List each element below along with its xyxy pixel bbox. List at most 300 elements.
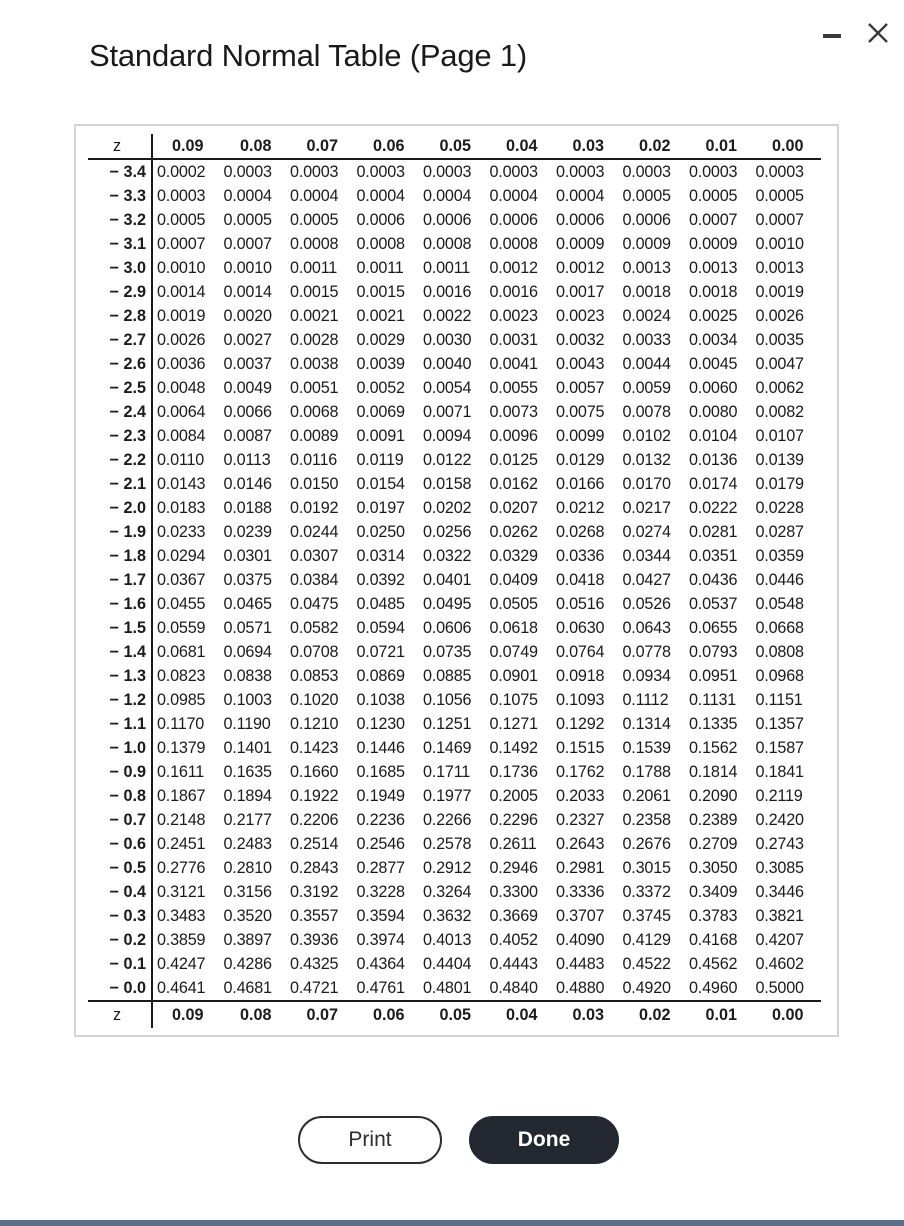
- probability-cell: 0.0003: [423, 163, 472, 181]
- probability-cell: 0.0004: [556, 187, 605, 205]
- z-value: − 3.3: [88, 184, 152, 208]
- probability-cell: 0.1210: [290, 715, 339, 733]
- column-header: 0.01: [688, 134, 755, 159]
- probability-cell: 0.0485: [356, 595, 405, 613]
- probability-cell: 0.0091: [356, 427, 405, 445]
- probability-cell: 0.3015: [622, 859, 671, 877]
- minimize-icon: [823, 34, 841, 38]
- close-button[interactable]: [862, 18, 894, 48]
- probability-cell: 0.0985: [157, 691, 206, 709]
- probability-cell: 0.0003: [622, 163, 671, 181]
- table-row: [88, 736, 821, 760]
- table-row: [88, 159, 821, 184]
- probability-cell: 0.0026: [157, 331, 206, 349]
- z-value: − 1.0: [88, 736, 152, 760]
- probability-cell: 0.0793: [689, 643, 738, 661]
- probability-cell: 0.0006: [556, 211, 605, 229]
- probability-cell: 0.2912: [423, 859, 472, 877]
- probability-cell: 0.0465: [223, 595, 272, 613]
- probability-cell: 0.0038: [290, 355, 339, 373]
- probability-cell: 0.0014: [223, 283, 272, 301]
- table-row: [88, 352, 821, 376]
- probability-cell: 0.0060: [689, 379, 738, 397]
- probability-cell: 0.0107: [755, 427, 804, 445]
- probability-cell: 0.0032: [556, 331, 605, 349]
- probability-cell: 0.0026: [755, 307, 804, 325]
- table-row: [88, 712, 821, 736]
- probability-cell: 0.4090: [556, 931, 605, 949]
- probability-cell: 0.0004: [290, 187, 339, 205]
- table-row: [88, 904, 821, 928]
- column-header: 0.05: [422, 134, 489, 159]
- probability-cell: 0.0025: [689, 307, 738, 325]
- probability-cell: 0.3821: [755, 907, 804, 925]
- probability-cell: 0.3783: [689, 907, 738, 925]
- probability-cell: 0.1762: [556, 763, 605, 781]
- probability-cell: 0.0125: [489, 451, 538, 469]
- probability-cell: 0.0009: [689, 235, 738, 253]
- probability-cell: 0.0778: [622, 643, 671, 661]
- probability-cell: 0.0618: [489, 619, 538, 637]
- probability-cell: 0.0233: [157, 523, 206, 541]
- print-button[interactable]: Print: [298, 1116, 442, 1164]
- probability-cell: 0.0014: [157, 283, 206, 301]
- probability-cell: 0.0030: [423, 331, 472, 349]
- probability-cell: 0.1020: [290, 691, 339, 709]
- probability-cell: 0.2090: [689, 787, 738, 805]
- probability-cell: 0.0068: [290, 403, 339, 421]
- probability-cell: 0.0721: [356, 643, 405, 661]
- table-container: [74, 124, 839, 1037]
- probability-cell: 0.1814: [689, 763, 738, 781]
- column-header: 0.03: [555, 134, 622, 159]
- probability-cell: 0.0367: [157, 571, 206, 589]
- probability-cell: 0.3669: [489, 907, 538, 925]
- probability-cell: 0.0455: [157, 595, 206, 613]
- probability-cell: 0.0004: [423, 187, 472, 205]
- probability-cell: 0.0708: [290, 643, 339, 661]
- probability-cell: 0.0136: [689, 451, 738, 469]
- probability-cell: 0.0122: [423, 451, 472, 469]
- probability-cell: 0.0559: [157, 619, 206, 637]
- probability-cell: 0.0071: [423, 403, 472, 421]
- probability-cell: 0.2981: [556, 859, 605, 877]
- probability-cell: 0.0446: [755, 571, 804, 589]
- probability-cell: 0.1515: [556, 739, 605, 757]
- z-value: − 3.0: [88, 256, 152, 280]
- z-value: − 1.9: [88, 520, 152, 544]
- table-row: [88, 952, 821, 976]
- probability-cell: 0.0170: [622, 475, 671, 493]
- probability-cell: 0.4052: [489, 931, 538, 949]
- probability-cell: 0.4641: [157, 979, 206, 997]
- probability-cell: 0.0681: [157, 643, 206, 661]
- table-row: [88, 856, 821, 880]
- column-header: 0.04: [489, 134, 556, 159]
- probability-cell: 0.0179: [755, 475, 804, 493]
- probability-cell: 0.0019: [157, 307, 206, 325]
- probability-cell: 0.2005: [489, 787, 538, 805]
- probability-cell: 0.1357: [755, 715, 804, 733]
- probability-cell: 0.4880: [556, 979, 605, 997]
- probability-cell: 0.0011: [290, 259, 338, 277]
- probability-cell: 0.0044: [622, 355, 671, 373]
- column-header: 0.08: [223, 134, 290, 159]
- probability-cell: 0.2776: [157, 859, 206, 877]
- probability-cell: 0.4761: [356, 979, 405, 997]
- probability-cell: 0.2420: [755, 811, 804, 829]
- probability-cell: 0.0009: [622, 235, 671, 253]
- probability-cell: 0.0080: [689, 403, 738, 421]
- column-header: 0.02: [622, 134, 689, 159]
- probability-cell: 0.0307: [290, 547, 339, 565]
- probability-cell: 0.2327: [556, 811, 605, 829]
- probability-cell: 0.0075: [556, 403, 605, 421]
- probability-cell: 0.0838: [223, 667, 272, 685]
- probability-cell: 0.0099: [556, 427, 605, 445]
- probability-cell: 0.3300: [489, 883, 538, 901]
- table-row: [88, 664, 821, 688]
- probability-cell: 0.0256: [423, 523, 472, 541]
- probability-cell: 0.0008: [423, 235, 472, 253]
- z-value: − 1.5: [88, 616, 152, 640]
- z-value: − 0.0: [88, 976, 152, 1001]
- probability-cell: 0.1003: [223, 691, 272, 709]
- probability-cell: 0.0018: [622, 283, 671, 301]
- probability-cell: 0.0314: [356, 547, 405, 565]
- probability-cell: 0.0004: [489, 187, 538, 205]
- probability-cell: 0.0749: [489, 643, 538, 661]
- probability-cell: 0.0116: [290, 451, 338, 469]
- table-row: [88, 808, 821, 832]
- probability-cell: 0.4960: [689, 979, 738, 997]
- probability-cell: 0.2843: [290, 859, 339, 877]
- z-value: − 2.6: [88, 352, 152, 376]
- z-value: − 2.1: [88, 472, 152, 496]
- probability-cell: 0.0078: [622, 403, 671, 421]
- probability-cell: 0.3050: [689, 859, 738, 877]
- probability-cell: 0.0009: [556, 235, 605, 253]
- probability-cell: 0.0008: [489, 235, 538, 253]
- probability-cell: 0.0239: [223, 523, 272, 541]
- probability-cell: 0.0051: [290, 379, 339, 397]
- z-value: − 1.6: [88, 592, 152, 616]
- probability-cell: 0.0005: [622, 187, 671, 205]
- probability-cell: 0.0110: [157, 451, 205, 469]
- probability-cell: 0.4013: [423, 931, 472, 949]
- probability-cell: 0.1894: [223, 787, 272, 805]
- probability-cell: 0.0005: [157, 211, 206, 229]
- probability-cell: 0.0505: [489, 595, 538, 613]
- probability-cell: 0.2236: [356, 811, 405, 829]
- probability-cell: 0.1736: [489, 763, 538, 781]
- z-value: − 2.4: [88, 400, 152, 424]
- probability-cell: 0.1038: [356, 691, 405, 709]
- probability-cell: 0.2877: [356, 859, 405, 877]
- probability-cell: 0.0918: [556, 667, 605, 685]
- probability-cell: 0.0045: [689, 355, 738, 373]
- probability-cell: 0.4840: [489, 979, 538, 997]
- probability-cell: 0.3156: [223, 883, 272, 901]
- probability-cell: 0.0154: [356, 475, 405, 493]
- probability-cell: 0.0885: [423, 667, 472, 685]
- column-footer: 0.00: [755, 1001, 822, 1028]
- probability-cell: 0.0401: [423, 571, 472, 589]
- table-row: [88, 256, 821, 280]
- z-value: − 3.4: [88, 159, 152, 184]
- column-footer: 0.08: [223, 1001, 290, 1028]
- probability-cell: 0.0004: [356, 187, 405, 205]
- z-value: − 1.2: [88, 688, 152, 712]
- close-icon: [867, 22, 889, 44]
- column-footer: 0.07: [289, 1001, 356, 1028]
- probability-cell: 0.0392: [356, 571, 405, 589]
- table-row: [88, 928, 821, 952]
- probability-cell: 0.3264: [423, 883, 472, 901]
- probability-cell: 0.1611: [157, 763, 205, 781]
- probability-cell: 0.1112: [622, 691, 669, 709]
- probability-cell: 0.0055: [489, 379, 538, 397]
- probability-cell: 0.0035: [755, 331, 804, 349]
- z-value: − 0.7: [88, 808, 152, 832]
- probability-cell: 0.4247: [157, 955, 206, 973]
- probability-cell: 0.0344: [622, 547, 671, 565]
- probability-cell: 0.0668: [755, 619, 804, 637]
- probability-cell: 0.0409: [489, 571, 538, 589]
- probability-cell: 0.0594: [356, 619, 405, 637]
- probability-cell: 0.0022: [423, 307, 472, 325]
- z-value: − 2.9: [88, 280, 152, 304]
- probability-cell: 0.0054: [423, 379, 472, 397]
- z-value: − 1.3: [88, 664, 152, 688]
- page-title: Standard Normal Table (Page 1): [89, 38, 528, 73]
- probability-cell: 0.0037: [223, 355, 272, 373]
- probability-cell: 0.0823: [157, 667, 206, 685]
- probability-cell: 0.0007: [157, 235, 206, 253]
- probability-cell: 0.0005: [755, 187, 804, 205]
- probability-cell: 0.0119: [356, 451, 404, 469]
- table-row: [88, 592, 821, 616]
- probability-cell: 0.0002: [157, 163, 206, 181]
- probability-cell: 0.0089: [290, 427, 339, 445]
- probability-cell: 0.0017: [556, 283, 605, 301]
- probability-cell: 0.4920: [622, 979, 671, 997]
- minimize-button[interactable]: [818, 18, 846, 48]
- probability-cell: 0.0041: [489, 355, 538, 373]
- z-value: − 3.1: [88, 232, 152, 256]
- column-footer: 0.09: [152, 1001, 223, 1028]
- probability-cell: 0.0011: [423, 259, 471, 277]
- probability-cell: 0.4325: [290, 955, 339, 973]
- probability-cell: 0.0694: [223, 643, 272, 661]
- probability-cell: 0.3594: [356, 907, 405, 925]
- bottom-bar: [0, 1220, 904, 1226]
- probability-cell: 0.0003: [556, 163, 605, 181]
- probability-cell: 0.1922: [290, 787, 339, 805]
- probability-cell: 0.0281: [689, 523, 738, 541]
- probability-cell: 0.3897: [223, 931, 272, 949]
- probability-cell: 0.0764: [556, 643, 605, 661]
- probability-cell: 0.1867: [157, 787, 206, 805]
- table-row: [88, 976, 821, 1001]
- probability-cell: 0.0418: [556, 571, 605, 589]
- probability-cell: 0.0951: [689, 667, 738, 685]
- probability-cell: 0.1660: [290, 763, 339, 781]
- probability-cell: 0.0158: [423, 475, 472, 493]
- probability-cell: 0.0853: [290, 667, 339, 685]
- probability-cell: 0.0003: [755, 163, 804, 181]
- probability-cell: 0.3483: [157, 907, 206, 925]
- probability-cell: 0.0006: [489, 211, 538, 229]
- z-value: − 0.5: [88, 856, 152, 880]
- probability-cell: 0.2514: [290, 835, 339, 853]
- z-value: − 0.8: [88, 784, 152, 808]
- probability-cell: 0.3557: [290, 907, 339, 925]
- probability-cell: 0.0359: [755, 547, 804, 565]
- probability-cell: 0.0004: [223, 187, 272, 205]
- probability-cell: 0.1685: [356, 763, 405, 781]
- column-header: 0.07: [289, 134, 356, 159]
- z-value: − 2.5: [88, 376, 152, 400]
- probability-cell: 0.0015: [356, 283, 405, 301]
- z-value: − 0.9: [88, 760, 152, 784]
- probability-cell: 0.0003: [157, 187, 206, 205]
- probability-cell: 0.1562: [689, 739, 738, 757]
- probability-cell: 0.0008: [290, 235, 339, 253]
- column-footer: 0.05: [422, 1001, 489, 1028]
- probability-cell: 0.2483: [223, 835, 272, 853]
- probability-cell: 0.0062: [755, 379, 804, 397]
- z-value: − 1.1: [88, 712, 152, 736]
- probability-cell: 0.0006: [356, 211, 405, 229]
- probability-cell: 0.0375: [223, 571, 272, 589]
- probability-cell: 0.0384: [290, 571, 339, 589]
- done-button[interactable]: Done: [469, 1116, 619, 1164]
- probability-cell: 0.3372: [622, 883, 671, 901]
- probability-cell: 0.0212: [556, 499, 605, 517]
- table-row: [88, 568, 821, 592]
- probability-cell: 0.0537: [689, 595, 738, 613]
- probability-cell: 0.4681: [223, 979, 272, 997]
- table-row: [88, 784, 821, 808]
- probability-cell: 0.0301: [223, 547, 272, 565]
- probability-cell: 0.0003: [689, 163, 738, 181]
- probability-cell: 0.0901: [489, 667, 538, 685]
- probability-cell: 0.0655: [689, 619, 738, 637]
- z-value: − 2.7: [88, 328, 152, 352]
- probability-cell: 0.0010: [157, 259, 206, 277]
- probability-cell: 0.0096: [489, 427, 538, 445]
- probability-cell: 0.1401: [223, 739, 272, 757]
- table-row: [88, 616, 821, 640]
- probability-cell: 0.2709: [689, 835, 738, 853]
- probability-cell: 0.0007: [689, 211, 738, 229]
- probability-cell: 0.0013: [689, 259, 738, 277]
- probability-cell: 0.2389: [689, 811, 738, 829]
- probability-cell: 0.2546: [356, 835, 405, 853]
- probability-cell: 0.0003: [290, 163, 339, 181]
- probability-cell: 0.0869: [356, 667, 405, 685]
- probability-cell: 0.0005: [290, 211, 339, 229]
- probability-cell: 0.4364: [356, 955, 405, 973]
- table-row: [88, 520, 821, 544]
- probability-cell: 0.0052: [356, 379, 405, 397]
- probability-cell: 0.0129: [556, 451, 605, 469]
- z-value: − 2.3: [88, 424, 152, 448]
- probability-cell: 0.1271: [489, 715, 538, 733]
- z-value: − 0.1: [88, 952, 152, 976]
- probability-cell: 0.1292: [556, 715, 605, 733]
- probability-cell: 0.0188: [223, 499, 272, 517]
- probability-cell: 0.4801: [423, 979, 472, 997]
- probability-cell: 0.1539: [622, 739, 671, 757]
- z-value: − 2.0: [88, 496, 152, 520]
- probability-cell: 0.0010: [223, 259, 272, 277]
- probability-cell: 0.1711: [423, 763, 471, 781]
- probability-cell: 0.0113: [223, 451, 271, 469]
- table-row: [88, 400, 821, 424]
- table-row: [88, 232, 821, 256]
- column-header: 0.00: [755, 134, 822, 159]
- probability-cell: 0.1788: [622, 763, 671, 781]
- probability-cell: 0.0217: [622, 499, 671, 517]
- probability-cell: 0.0005: [689, 187, 738, 205]
- probability-cell: 0.0475: [290, 595, 339, 613]
- table-footer-row: [88, 1001, 821, 1028]
- probability-cell: 0.4286: [223, 955, 272, 973]
- probability-cell: 0.1190: [223, 715, 271, 733]
- probability-cell: 0.4562: [689, 955, 738, 973]
- probability-cell: 0.1093: [556, 691, 605, 709]
- probability-cell: 0.0934: [622, 667, 671, 685]
- probability-cell: 0.3409: [689, 883, 738, 901]
- probability-cell: 0.0012: [489, 259, 538, 277]
- probability-cell: 0.1379: [157, 739, 206, 757]
- probability-cell: 0.2358: [622, 811, 671, 829]
- probability-cell: 0.0021: [290, 307, 339, 325]
- z-value: − 1.7: [88, 568, 152, 592]
- probability-cell: 0.0808: [755, 643, 804, 661]
- table-row: [88, 496, 821, 520]
- probability-cell: 0.2946: [489, 859, 538, 877]
- probability-cell: 0.0582: [290, 619, 339, 637]
- table-row: [88, 208, 821, 232]
- probability-cell: 0.4168: [689, 931, 738, 949]
- probability-cell: 0.0008: [356, 235, 405, 253]
- probability-cell: 0.0495: [423, 595, 472, 613]
- probability-cell: 0.0036: [157, 355, 206, 373]
- table-row: [88, 472, 821, 496]
- probability-cell: 0.0087: [223, 427, 272, 445]
- probability-cell: 0.0031: [489, 331, 538, 349]
- probability-cell: 0.1423: [290, 739, 339, 757]
- probability-cell: 0.3336: [556, 883, 605, 901]
- probability-cell: 0.0034: [689, 331, 738, 349]
- probability-cell: 0.0006: [622, 211, 671, 229]
- column-footer: 0.04: [489, 1001, 556, 1028]
- probability-cell: 0.3974: [356, 931, 405, 949]
- probability-cell: 0.0013: [755, 259, 804, 277]
- probability-cell: 0.0028: [290, 331, 339, 349]
- probability-cell: 0.0207: [489, 499, 538, 517]
- z-value: − 1.4: [88, 640, 152, 664]
- probability-cell: 0.0146: [223, 475, 272, 493]
- probability-cell: 0.0174: [689, 475, 738, 493]
- probability-cell: 0.0228: [755, 499, 804, 517]
- probability-cell: 0.4602: [755, 955, 804, 973]
- probability-cell: 0.2451: [157, 835, 206, 853]
- column-header: 0.09: [152, 134, 223, 159]
